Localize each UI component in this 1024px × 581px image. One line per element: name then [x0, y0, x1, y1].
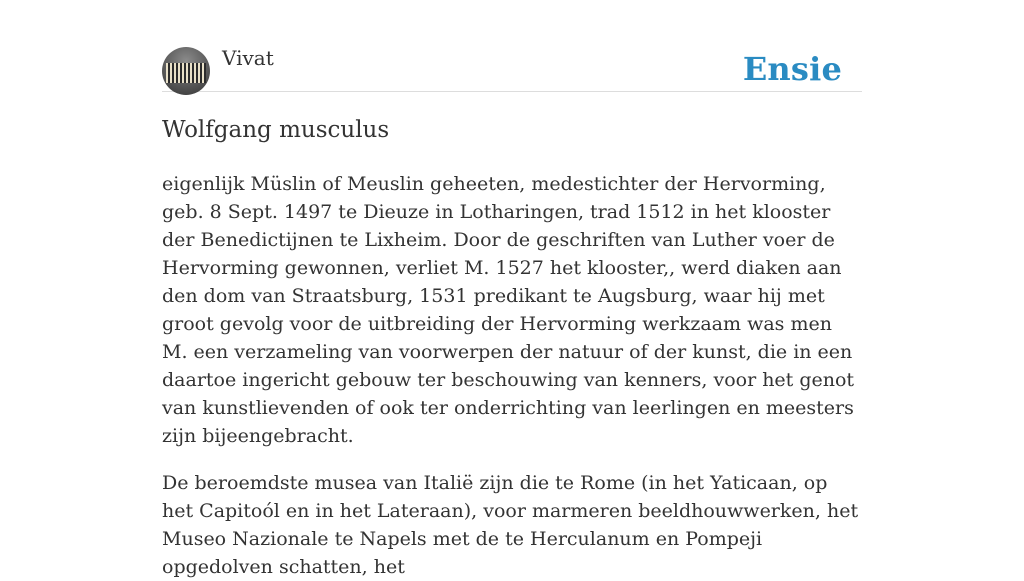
article-paragraph: eigenlijk Müslin of Meuslin geheeten, medestichter der Hervorming, geb. 8 Sept. 1497 te Dieuze in Lotharingen, trad 1512 in het klooster der Benedictijnen te Lixheim. Door de geschriften van Luther voer de Hervorming gewonnen, verliet M. 1527 het klooster,, werd diaken aan den dom van Straatsburg, 1531 predikant te Augsburg, waar hij met groot gevolg voor de uitbreiding der Hervorming werkzaam was men M. een verzameling van voorwerpen der natuur of der kunst, die in een daartoe ingericht gebouw ter beschouwing van kenners, voor het genot van kunstlievenden of ook ter onderrichting van leerlingen en meesters zijn bijeengebracht. [162, 173, 855, 447]
article-paragraph: De beroemdste musea van Italië zijn die te Rome (in het Yaticaan, op het Capitoól en in het Lateraan), voor marmeren beeldhouwwerken, het Museo Nazionale te Napels met de te Herculanum en Pompeji opgedolven schatten, het [162, 472, 859, 578]
site-logo[interactable]: Ensie [742, 50, 842, 88]
page-header [162, 0, 862, 92]
author-avatar[interactable] [162, 47, 210, 95]
bookshelf-image [166, 63, 206, 83]
article-title: Wolfgang musculus [162, 117, 390, 143]
author-name[interactable]: Vivat [222, 46, 274, 70]
article-container [162, 0, 862, 581]
